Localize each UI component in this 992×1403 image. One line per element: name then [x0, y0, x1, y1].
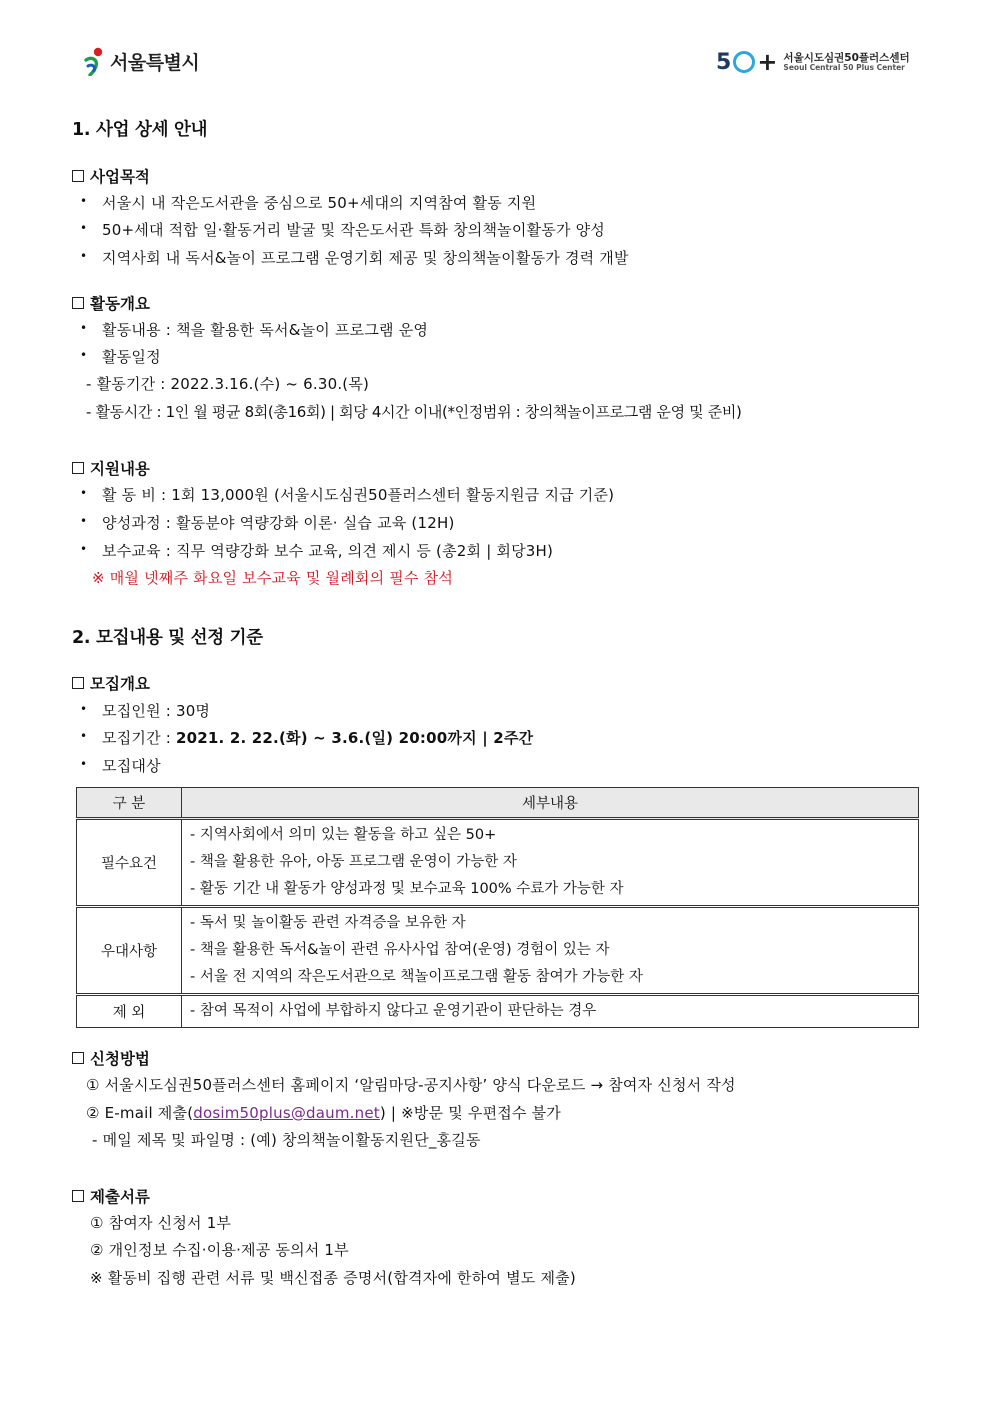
overview-schedule: • 활동일정 [102, 346, 161, 367]
purpose-heading-label: 사업목적 [90, 168, 150, 186]
support-item: • 활 동 비 : 1회 13,000원 (서울시도심권50플러스센터 활동지원금 지급 기준) [102, 484, 614, 505]
apply-step1: ① 서울시도심권50플러스센터 홈페이지 ‘알림마당-공지사항’ 양식 다운로드 → 참여자 신청서 작성 [86, 1076, 736, 1094]
table-header-row [77, 788, 919, 819]
table-row-category: 제 외 [77, 995, 182, 1028]
overview-period: - 활동기간 : 2022.3.16.(수) ~ 6.30.(목) [86, 375, 370, 393]
table-row-items [182, 995, 919, 1028]
support-note: ※ 매월 넷째주 화요일 보수교육 및 월례회의 필수 참석 [92, 569, 454, 587]
requirements-table [76, 787, 919, 1028]
overview-time: - 활동시간 : 1인 월 평균 8회(총16회) | 회당 4시간 이내(*인정범위 : 창의책놀이프로그램 운영 및 준비) [86, 403, 742, 421]
recruit-heading-label: 모집개요 [90, 675, 150, 693]
purpose-heading [72, 165, 150, 187]
apply-step2-prefix: ② E-mail 제출( [86, 1104, 194, 1122]
support-heading [72, 457, 150, 479]
table-row [77, 819, 919, 907]
table-row-items [182, 907, 919, 995]
documents-heading-label: 제출서류 [90, 1188, 150, 1206]
overview-content: • 활동내용 : 책을 활용한 독서&놀이 프로그램 운영 [102, 319, 428, 340]
recruit-count: • 모집인원 : 30명 [102, 700, 210, 721]
table-item: - 활동 기간 내 활동가 양성과정 및 보수교육 100% 수료가 가능한 자 [190, 881, 624, 897]
overview-heading-label: 활동개요 [90, 295, 150, 313]
document-item: ① 참여자 신청서 1부 [90, 1214, 232, 1232]
checkbox-square-icon [72, 297, 84, 309]
purpose-item: • 50+세대 적합 일·활동거리 발굴 및 작은도서관 특화 창의책놀이활동가 양성 [102, 219, 605, 240]
support-item: • 보수교육 : 직무 역량강화 보수 교육, 의견 제시 등 (총2회 | 회당3H) [102, 540, 553, 561]
table-item: - 참여 목적이 사업에 부합하지 않다고 운영기관이 판단하는 경우 [190, 1003, 597, 1019]
seoul-logo-text: 서울특별시 [110, 51, 200, 74]
table-header-category: 구 분 [77, 788, 182, 819]
table-row-items [182, 819, 919, 907]
table-row-category: 우대사항 [77, 907, 182, 995]
table-item: - 지역사회에서 의미 있는 활동을 하고 싶은 50+ [190, 827, 497, 843]
documents-heading [72, 1185, 150, 1207]
table-item: - 독서 및 놀이활동 관련 자격증을 보유한 자 [190, 915, 466, 931]
table-row-category: 필수요건 [77, 819, 182, 907]
purpose-item: • 지역사회 내 독서&놀이 프로그램 운영기회 제공 및 창의책놀이활동가 경력 개발 [102, 247, 629, 268]
document-item: ② 개인정보 수집·이용·제공 동의서 1부 [90, 1241, 349, 1259]
seoul-logo [84, 46, 199, 76]
overview-heading [72, 292, 150, 314]
checkbox-square-icon [72, 462, 84, 474]
seoul-emblem-icon [84, 46, 106, 76]
table-item: - 서울 전 지역의 작은도서관으로 책놀이프로그램 활동 참여가 가능한 자 [190, 969, 643, 985]
center-logo-en: Seoul Central 50 Plus Center [783, 62, 905, 72]
apply-heading-label: 신청방법 [90, 1050, 150, 1068]
table-item: - 책을 활용한 유아, 아동 프로그램 운영이 가능한 자 [190, 854, 517, 870]
center-logo-mark: 5 + [716, 48, 778, 76]
support-item: • 양성과정 : 활동분야 역량강화 이론· 실습 교육 (12H) [102, 512, 455, 533]
checkbox-square-icon [72, 170, 84, 182]
ring-icon [733, 51, 755, 73]
recruit-period-value: 2021. 2. 22.(화) ~ 3.6.(일) 20:00까지 | 2주간 [175, 729, 534, 747]
checkbox-square-icon [72, 1190, 84, 1202]
apply-step2 [86, 1102, 561, 1123]
recruit-target: • 모집대상 [102, 755, 161, 776]
email-link[interactable]: dosim50plus@daum.net [193, 1104, 380, 1122]
section1-title: 1. 사업 상세 안내 [72, 120, 208, 140]
recruit-period-label: 모집기간 : [102, 729, 176, 747]
section2-title: 2. 모집내용 및 선정 기준 [72, 628, 263, 648]
center-logo-kr: 서울시도심권50플러스센터 [783, 51, 910, 64]
support-heading-label: 지원내용 [90, 460, 150, 478]
purpose-item: • 서울시 내 작은도서관을 중심으로 50+세대의 지역참여 활동 지원 [102, 192, 536, 213]
table-row [77, 907, 919, 995]
table-header-details: 세부내용 [182, 788, 919, 819]
recruit-heading [72, 672, 150, 694]
checkbox-square-icon [72, 677, 84, 689]
table-item: - 책을 활용한 독서&놀이 관련 유사사업 참여(운영) 경험이 있는 자 [190, 942, 610, 958]
table-row [77, 995, 919, 1028]
document-item: ※ 활동비 집행 관련 서류 및 백신접종 증명서(합격자에 한하여 별도 제출) [90, 1269, 576, 1287]
apply-step2-suffix: ) | ※방문 및 우편접수 불가 [379, 1104, 561, 1122]
center-logo [716, 48, 910, 76]
apply-heading [72, 1047, 150, 1069]
recruit-period [102, 727, 533, 748]
checkbox-square-icon [72, 1052, 84, 1064]
apply-mail-note: - 메일 제목 및 파일명 : (예) 창의책놀이활동지원단_홍길동 [92, 1131, 481, 1149]
